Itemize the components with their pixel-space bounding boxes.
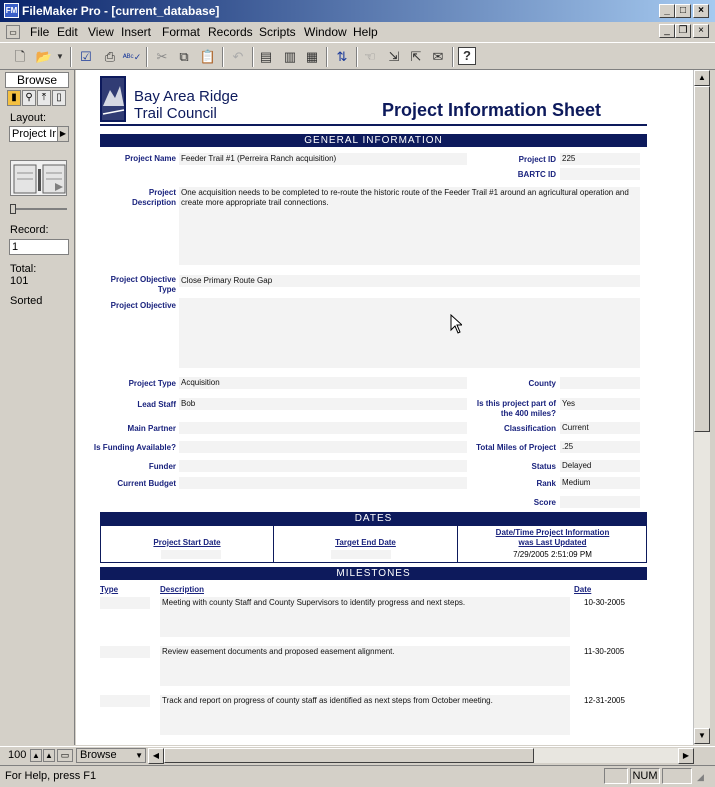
status-label: Status <box>531 462 556 471</box>
find-mode-icon[interactable]: ⚲ <box>22 90 36 106</box>
delete-record-icon[interactable]: ▦ <box>305 49 319 64</box>
horizontal-scroll-track[interactable] <box>534 748 678 763</box>
title-bar <box>0 0 715 22</box>
toolbar-separator <box>70 47 72 67</box>
checkbox-icon[interactable]: ☑ <box>80 49 92 64</box>
scroll-down-icon[interactable]: ▼ <box>694 728 710 744</box>
project-id-field[interactable]: 225 <box>560 153 640 165</box>
record-number-input[interactable]: 1 <box>9 239 69 255</box>
section-milestones: MILESTONES <box>100 567 647 580</box>
target-end-date-label: Target End Date <box>335 538 396 547</box>
num-lock-indicator: NUM <box>630 768 660 784</box>
current-budget-field[interactable] <box>179 477 467 489</box>
import-icon[interactable]: ⇲ <box>388 49 400 64</box>
org-name-line2: Trail Council <box>134 105 217 122</box>
project-description-label-1: Project <box>148 188 176 197</box>
scroll-right-icon[interactable]: ▶ <box>678 748 694 764</box>
maximize-icon[interactable]: □ <box>675 4 691 18</box>
project-id-label: Project ID <box>518 155 556 164</box>
project-start-date-label: Project Start Date <box>153 538 221 547</box>
scroll-thumb[interactable] <box>694 86 710 432</box>
record-slider-track <box>10 208 67 210</box>
layout-select[interactable] <box>9 126 69 142</box>
toolbar-separator <box>326 47 328 67</box>
layout-value: Project Ir <box>12 128 57 140</box>
total-miles-field[interactable]: .25 <box>560 441 640 453</box>
toolbar-separator <box>252 47 254 67</box>
part-of-400-label-1: Is this project part of <box>476 399 556 408</box>
current-budget-label: Current Budget <box>117 479 176 488</box>
sorted-label: Sorted <box>10 295 43 307</box>
bartc-id-field[interactable] <box>560 168 640 180</box>
menu-records[interactable]: Records <box>208 25 253 39</box>
record-book-icon[interactable] <box>10 160 67 196</box>
status-bar <box>0 765 715 787</box>
milestone-description-field[interactable]: Meeting with county Staff and County Supervisors to identify progress and next steps. <box>160 597 570 637</box>
county-label: County <box>528 379 556 388</box>
send-icon[interactable]: ✉ <box>432 49 444 64</box>
project-description-label-2: Description <box>131 198 176 207</box>
document-icon[interactable]: ▭ <box>6 25 20 39</box>
project-description-field[interactable]: One acquisition needs to be completed to re-route the historic route of the Feeder Trail #1 around an agricultural operation and create more appropriate trail connections. <box>179 187 640 265</box>
milestone-description-field[interactable]: Track and report on progress of county staff as identified as next steps from October meeting. <box>160 695 570 735</box>
funder-label: Funder <box>148 462 176 471</box>
print-icon[interactable]: ⎙ <box>104 49 116 64</box>
vertical-scrollbar[interactable] <box>693 70 710 745</box>
close-icon[interactable]: × <box>693 4 709 18</box>
cut-icon[interactable]: ✂ <box>156 49 168 64</box>
paste-icon[interactable]: 📋 <box>199 49 217 64</box>
status-field[interactable]: Delayed <box>560 460 640 472</box>
rank-label: Rank <box>536 479 556 488</box>
org-name-line1: Bay Area Ridge <box>134 88 239 105</box>
project-name-field[interactable]: Feeder Trail #1 (Perreira Ranch acquisition) <box>179 153 467 165</box>
copy-icon[interactable]: ⧉ <box>179 49 189 64</box>
preview-mode-icon[interactable]: ▯ <box>52 90 66 106</box>
target-end-date-field[interactable] <box>331 550 391 559</box>
window-title: FileMaker Pro - [current_database] <box>22 4 220 18</box>
mouse-cursor-icon <box>450 314 462 337</box>
milestone-type-field[interactable] <box>100 646 150 658</box>
total-miles-label: Total Miles of Project <box>476 443 556 452</box>
status-indicator <box>604 768 628 784</box>
last-updated-field[interactable]: 7/29/2005 2:51:09 PM <box>513 550 592 559</box>
project-objective-field[interactable] <box>179 298 640 368</box>
menu-edit[interactable]: Edit <box>57 25 78 39</box>
header-rule <box>100 124 647 126</box>
resize-grip-icon[interactable]: ◢ <box>697 772 704 782</box>
bottom-bar <box>0 746 715 764</box>
objective-type-label-2: Type <box>157 285 176 294</box>
funding-available-label: Is Funding Available? <box>93 443 176 452</box>
layout-content <box>76 70 693 745</box>
bartc-id-label: BARTC ID <box>517 170 556 179</box>
score-field[interactable] <box>560 496 640 508</box>
funder-field[interactable] <box>179 460 467 472</box>
lead-staff-field[interactable]: Bob <box>179 398 467 410</box>
help-icon[interactable]: ? <box>458 47 476 65</box>
find-icon[interactable]: ☜ <box>364 49 376 64</box>
main-partner-label: Main Partner <box>127 424 176 433</box>
spellcheck-icon[interactable]: ᴬᴮᶜ✓ <box>122 52 142 62</box>
menu-view[interactable]: View <box>88 25 114 39</box>
mode-buttons <box>7 90 69 107</box>
last-updated-label-2: was Last Updated <box>518 538 587 547</box>
toolbar-separator <box>452 47 454 67</box>
council-logo-icon <box>100 76 126 122</box>
doc-close-icon[interactable]: × <box>693 24 709 38</box>
menu-help[interactable]: Help <box>353 25 378 39</box>
project-objective-label: Project Objective <box>110 301 176 310</box>
page-title: Project Information Sheet <box>382 100 602 120</box>
project-type-label: Project Type <box>128 379 176 388</box>
status-area-toggle-icon[interactable]: ▭ <box>57 749 73 762</box>
help-text: For Help, press F1 <box>5 770 97 782</box>
milestone-description-field[interactable]: Review easement documents and proposed easement alignment. <box>160 646 570 686</box>
part-of-400-label-2: the 400 miles? <box>500 409 556 418</box>
dropdown-arrow-icon[interactable]: ▼ <box>56 52 64 61</box>
layout-label: Layout: <box>10 112 47 124</box>
objective-type-label-1: Project Objective <box>110 275 176 284</box>
menu-window[interactable]: Window <box>304 25 347 39</box>
milestone-type-field[interactable] <box>100 597 150 609</box>
sort-icon[interactable]: ⇅ <box>336 49 348 64</box>
last-updated-label-1: Date/Time Project Information <box>495 528 610 537</box>
main-partner-field[interactable] <box>179 422 467 434</box>
mode-dropdown-icon[interactable]: ▼ <box>135 751 143 760</box>
objective-type-field[interactable]: Close Primary Route Gap <box>179 275 640 287</box>
record-label: Record: <box>10 224 49 236</box>
duplicate-record-icon[interactable]: ▥ <box>283 49 297 64</box>
toolbar-separator <box>356 47 358 67</box>
project-name-label: Project Name <box>124 154 176 163</box>
export-icon[interactable]: ⇱ <box>410 49 422 64</box>
scroll-left-icon[interactable]: ◀ <box>148 748 164 764</box>
open-icon[interactable]: 📂 <box>35 49 53 64</box>
funding-available-field[interactable] <box>179 441 467 453</box>
record-slider-thumb[interactable] <box>10 204 16 214</box>
undo-icon[interactable]: ↶ <box>232 49 244 64</box>
layout-dropdown-icon[interactable]: ▶ <box>57 127 68 141</box>
menu-file[interactable]: File <box>30 25 50 39</box>
part-of-400-field[interactable]: Yes <box>560 398 640 410</box>
doc-minimize-icon[interactable]: _ <box>659 24 675 38</box>
milestone-date-field[interactable]: 12-31-2005 <box>584 696 625 705</box>
section-general-information: GENERAL INFORMATION <box>100 134 647 147</box>
dates-table <box>100 525 647 563</box>
standard-toolbar <box>0 42 715 70</box>
total-label: Total: <box>10 263 37 275</box>
milestone-date-field[interactable]: 10-30-2005 <box>584 598 625 607</box>
toolbar-separator <box>146 47 148 67</box>
milestone-type-header: Type <box>100 585 119 594</box>
doc-restore-icon[interactable]: ❐ <box>675 24 691 38</box>
total-value: 101 <box>10 275 29 287</box>
classification-label: Classification <box>503 424 556 433</box>
classification-field[interactable]: Current <box>560 422 640 434</box>
county-field[interactable] <box>560 377 640 389</box>
milestone-description-header: Description <box>160 585 205 594</box>
horizontal-scroll-thumb[interactable] <box>164 748 534 763</box>
score-label: Score <box>533 498 556 507</box>
menu-insert[interactable]: Insert <box>121 25 152 39</box>
section-dates: DATES <box>100 512 647 525</box>
project-start-date-field[interactable] <box>161 550 221 559</box>
milestone-date-field[interactable]: 11-30-2005 <box>584 647 625 656</box>
zoom-out-icon[interactable]: ▲ <box>30 749 42 762</box>
scroll-up-icon[interactable]: ▲ <box>694 70 710 86</box>
layout-mode-icon[interactable]: ⤒ <box>37 90 51 106</box>
toolbar-separator <box>222 47 224 67</box>
zoom-level[interactable]: 100 <box>8 749 27 761</box>
milestone-type-field[interactable] <box>100 695 150 707</box>
new-icon[interactable]: 🗋 <box>14 49 26 64</box>
menu-bar <box>0 22 715 42</box>
mode-select-value: Browse <box>80 749 117 761</box>
milestone-date-header: Date <box>574 585 592 594</box>
status-area <box>0 70 75 745</box>
minimize-icon[interactable]: _ <box>659 4 675 18</box>
menu-format[interactable]: Format <box>162 25 201 39</box>
status-indicator <box>662 768 692 784</box>
filemaker-app-icon[interactable]: FM <box>4 3 19 18</box>
browse-mode-icon[interactable]: ▮ <box>7 90 21 106</box>
zoom-in-icon[interactable]: ▲ <box>43 749 55 762</box>
lead-staff-label: Lead Staff <box>137 400 176 409</box>
mode-label: Browse <box>5 72 69 88</box>
project-type-field[interactable]: Acquisition <box>179 377 467 389</box>
menu-scripts[interactable]: Scripts <box>259 25 296 39</box>
mode-select[interactable] <box>76 748 146 763</box>
new-record-icon[interactable]: ▤ <box>259 49 273 64</box>
rank-field[interactable]: Medium <box>560 477 640 489</box>
